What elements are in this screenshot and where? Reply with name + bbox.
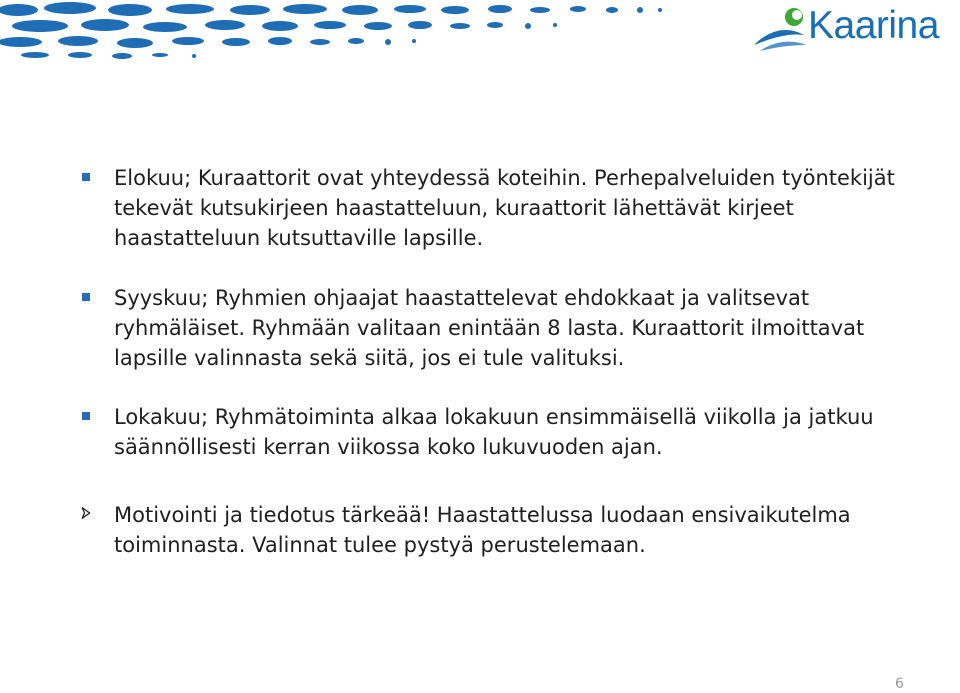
- square-bullet-icon: [82, 173, 90, 181]
- bullet-text: Syyskuu; Ryhmien ohjaajat haastattelevat ehdokkaat ja valitsevat ryhmäläiset. Ryhmään valitaan enintään 8 lasta. Kuraattorit ilmoittavat lapsille valinnasta sekä siitä, jos ei tule valituksi.: [114, 286, 865, 370]
- bullet-item-motivation: [80, 500, 940, 560]
- bullet-text: Lokakuu; Ryhmätoiminta alkaa lokakuun ensimmäisellä viikolla ja jatkuu säännöllisesti kerran viikossa koko lukuvuoden ajan.: [114, 405, 874, 459]
- wave-pattern-decoration: [0, 0, 670, 60]
- bullet-item-september: [80, 283, 940, 373]
- bullet-item-august: [80, 163, 940, 253]
- square-bullet-icon: [82, 412, 90, 420]
- bullet-text: Motivointi ja tiedotus tärkeää! Haastattelussa luodaan ensivaikutelma toiminnasta. Valinnat tulee pystyä perustelemaan.: [114, 503, 851, 557]
- slide-content: [80, 160, 940, 560]
- arrow-bullet-icon: [80, 507, 92, 519]
- bullet-text: Elokuu; Kuraattorit ovat yhteydessä koteihin. Perhepalveluiden työntekijät tekevät kutsukirjeen haastatteluun, kuraattorit lähettävät kirjeet haastatteluun kutsuttaville lapsille.: [114, 166, 895, 250]
- square-bullet-icon: [82, 293, 90, 301]
- page-number: 6: [895, 676, 904, 692]
- brand-name: Kaarina: [808, 4, 939, 47]
- bullet-item-october: [80, 402, 940, 462]
